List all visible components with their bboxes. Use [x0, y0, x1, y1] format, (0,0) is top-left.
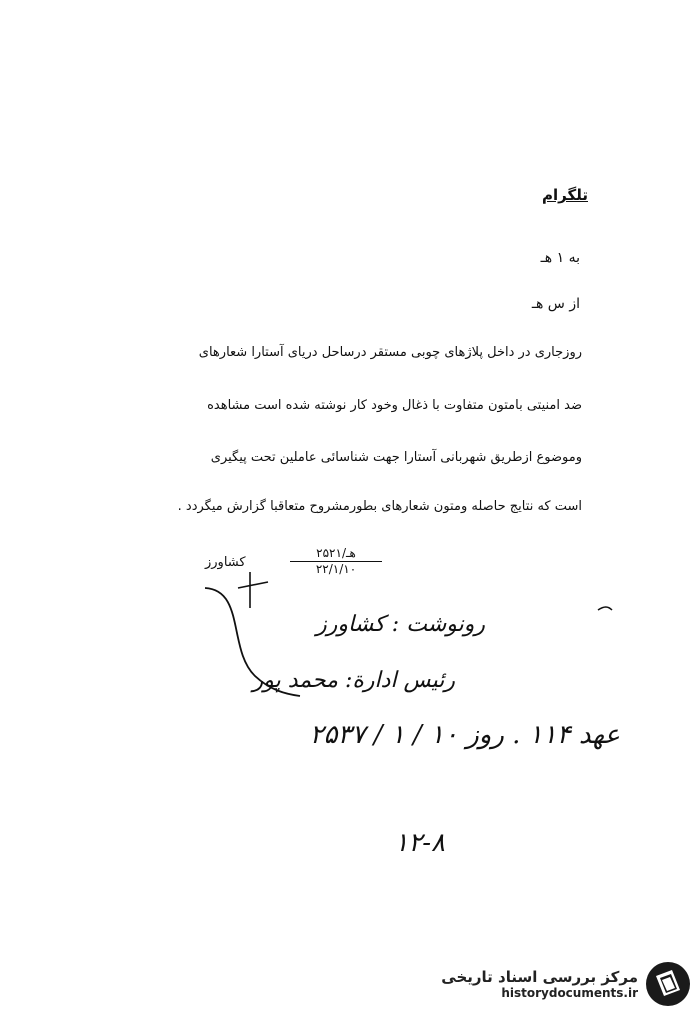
- handwritten-date-note: عهد ۱۱۴ . روز ۱۰ / ۱ / ۲۵۳۷: [309, 720, 620, 750]
- body-line-3: وموضوع ازطریق شهربانی آستارا جهت شناسائی عاملین تحت پیگیری: [210, 450, 582, 465]
- handwritten-file-number: ۱۲-۸: [394, 828, 445, 858]
- body-line-4: است که نتایج حاصله ومتون شعارهای بطورمشروح متعاقبا گزارش میگردد .: [177, 499, 582, 514]
- handwritten-department-note: رئیس ادارة: محمد پور: [252, 668, 455, 693]
- registration-denominator: ۲۲/۱/۱۰: [315, 562, 357, 576]
- watermark: [441, 960, 692, 1008]
- watermark-url: historydocuments.ir: [501, 986, 638, 1000]
- recipient-ref: به ۱ هـ: [540, 250, 580, 266]
- watermark-title: مرکز بررسی اسناد تاریخی: [441, 968, 638, 986]
- handwritten-copy-note: رونوشت : کشاورز: [316, 612, 485, 637]
- document-archive-logo-icon: [644, 960, 692, 1008]
- document-heading: تلگرام: [542, 186, 588, 204]
- registration-note: کشاورز: [205, 555, 246, 570]
- registration-numerator: هـ/۲۵۲۱: [290, 546, 382, 562]
- body-line-2: ضد امنیتی بامتون متفاوت با ذغال وخود کار نوشته شده است مشاهده: [207, 398, 582, 413]
- sender-ref: از س هـ: [531, 296, 580, 312]
- body-line-1: روزجاری در داخل پلاژهای چوبی مستقر درساحل دریای آستارا شعارهای: [198, 345, 582, 360]
